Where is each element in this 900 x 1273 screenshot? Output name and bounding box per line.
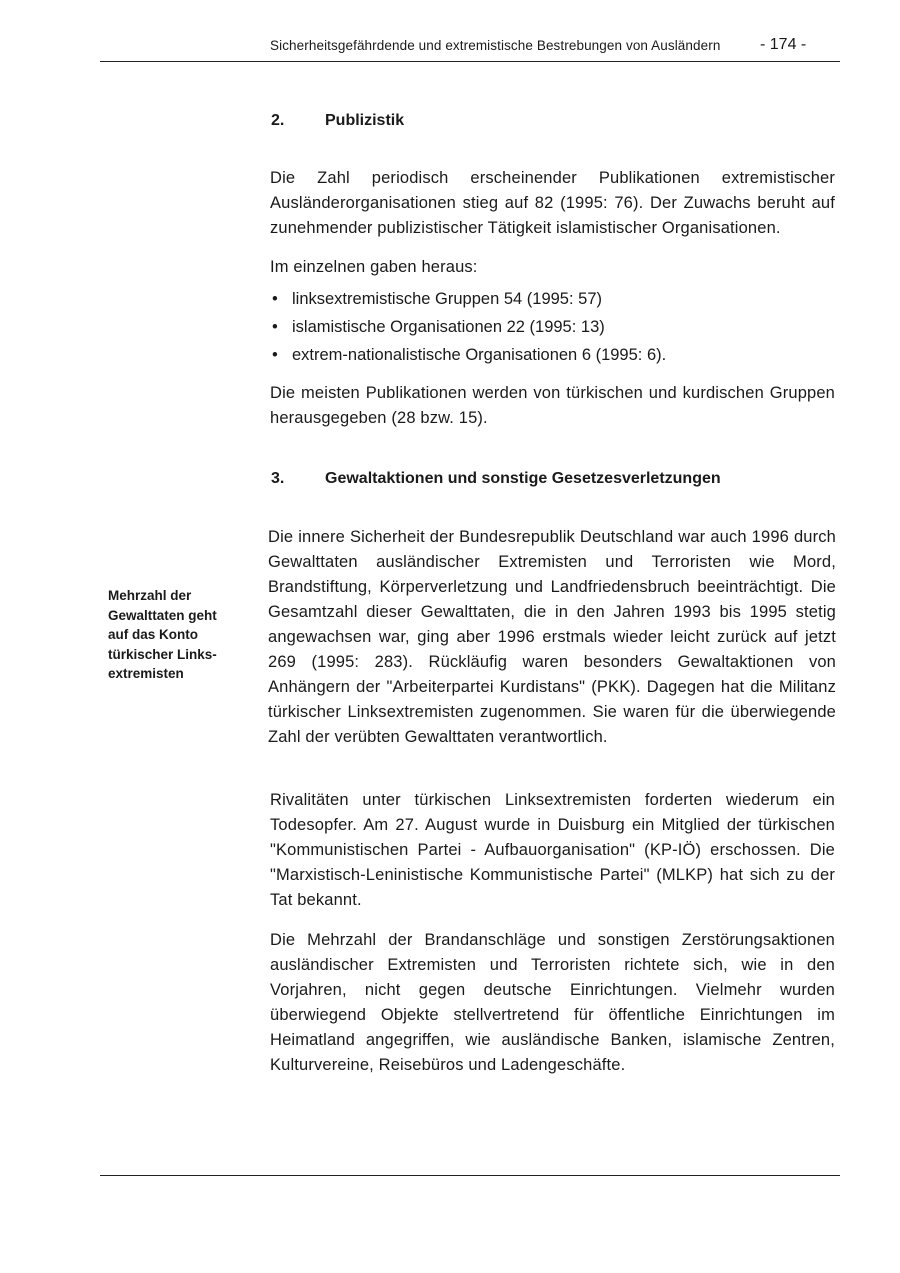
margin-note: Mehrzahl der Gewalttaten geht auf das Konto türkischer Links-extremisten bbox=[108, 588, 217, 681]
section-3-paragraph-2: Rivalitäten unter türkischen Linksextremisten forderten wiederum ein Todesopfer. Am 27. August wurde in Duisburg ein Mitglied der türkischen "Kommunistischen Partei - Aufbauorganisation" (KP-IÖ) erschossen. Die "Marxistisch-Leninistische Kommunistische Partei" (MLKP) hat sich zu der Tat bekannt. bbox=[270, 791, 835, 909]
section-3-paragraph-3: Die Mehrzahl der Brandanschläge und sonstigen Zerstörungsaktionen ausländischer Extremisten und Terroristen richtete sich, wie in den Vorjahren, nicht gegen deutsche Einrichtungen. Vielmehr wurden überwiegend Objekte stellvertretend für öffentliche Einrichtungen im Heimatland angegriffen, wie ausländische Banken, islamische Zentren, Kulturvereine, Reisebüros und Ladengeschäfte. bbox=[270, 931, 835, 1074]
section-2-paragraph-1: Die Zahl periodisch erscheinender Publikationen extremistischer Ausländerorganisationen stieg auf 82 (1995: 76). Der Zuwachs beruht auf zunehmender publizistischer Tätigkeit islamistischer Organisationen. bbox=[270, 169, 835, 237]
running-header-title: Sicherheitsgefährdende und extremistische Bestrebungen von Ausländern bbox=[270, 38, 721, 53]
section-2-paragraph-2: Die meisten Publikationen werden von türkischen und kurdischen Gruppen herausgegeben (28 bzw. 15). bbox=[270, 384, 835, 427]
footer-rule bbox=[100, 1175, 840, 1176]
list-item bbox=[272, 341, 666, 369]
list-item-text: extrem-nationalistische Organisationen 6 (1995: 6). bbox=[292, 346, 667, 364]
bullet-icon: • bbox=[272, 318, 278, 336]
section-2-number: 2. bbox=[271, 112, 285, 129]
section-2-title: Publizistik bbox=[325, 112, 405, 129]
section-3-title: Gewaltaktionen und sonstige Gesetzesverletzungen bbox=[325, 470, 721, 487]
publication-list bbox=[272, 285, 666, 369]
list-item bbox=[272, 313, 666, 341]
section-3-heading bbox=[271, 470, 721, 488]
bullet-icon: • bbox=[272, 346, 278, 364]
section-3-paragraph-1: Die innere Sicherheit der Bundesrepublik Deutschland war auch 1996 durch Gewalttaten ausländischer Extremisten und Terroristen wie Mord, Brandstiftung, Körperverletzung und Landfriedensbruch beeinträchtigt. Die Gesamtzahl dieser Gewalttaten, die in den Jahren 1993 bis 1995 stetig angewachsen war, ging aber 1996 erstmals wieder leicht zurück auf jetzt 269 (1995: 283). Rückläufig waren besonders Gewaltaktionen von Anhängern der "Arbeiterpartei Kurdistans" (PKK). Dagegen hat die Militanz türkischer Linksextremisten zugenommen. Sie waren für die überwiegende Zahl der verübten Gewalttaten verantwortlich. bbox=[268, 528, 836, 746]
list-item-text: linksextremistische Gruppen 54 (1995: 57) bbox=[292, 290, 602, 308]
list-item-text: islamistische Organisationen 22 (1995: 13) bbox=[292, 318, 605, 336]
section-3-number: 3. bbox=[271, 470, 285, 487]
page-number: - 174 - bbox=[760, 36, 807, 53]
section-2-heading bbox=[271, 112, 404, 130]
header-rule bbox=[100, 61, 840, 62]
bullet-icon: • bbox=[272, 290, 278, 308]
list-item bbox=[272, 285, 666, 313]
section-2-list-intro: Im einzelnen gaben heraus: bbox=[270, 258, 478, 276]
